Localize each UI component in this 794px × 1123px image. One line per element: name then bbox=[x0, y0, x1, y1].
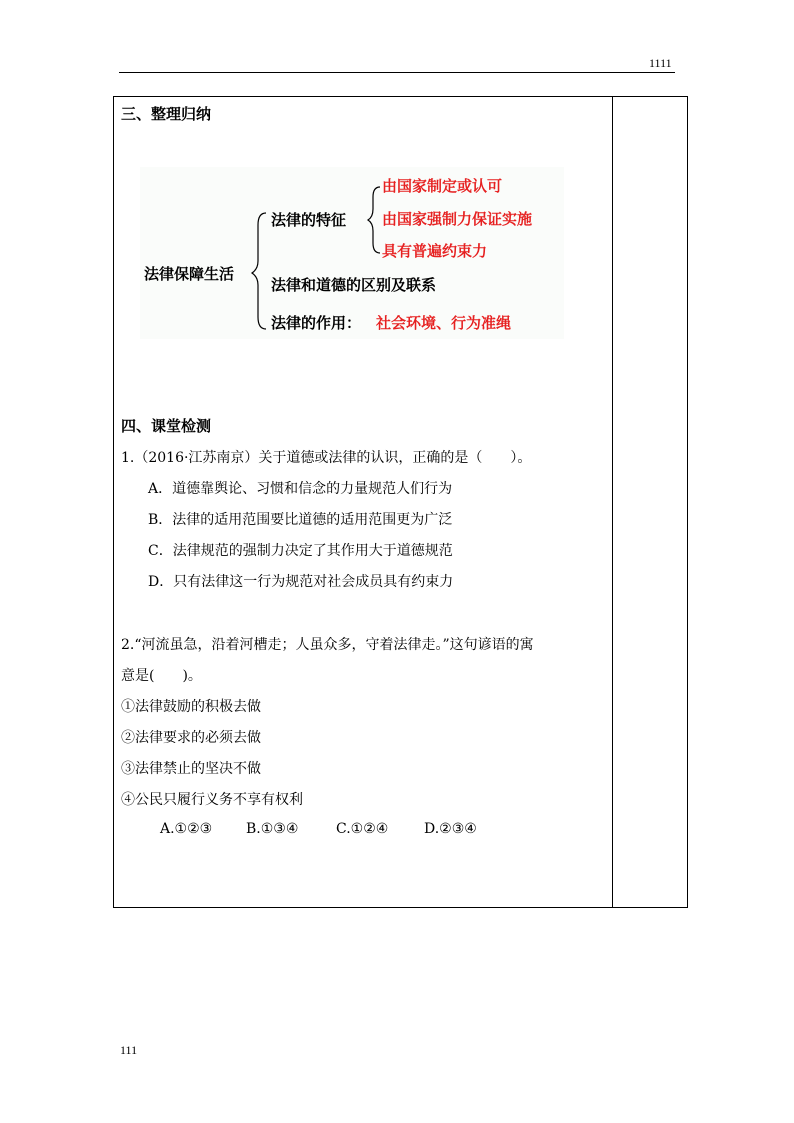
q2-statement: ①法律鼓励的积极去做 bbox=[121, 699, 261, 715]
section3-heading: 三、整理归纳 bbox=[121, 105, 212, 123]
q2-choice-d: D.②③④ bbox=[424, 821, 477, 837]
q2-choice-c: C.①②④ bbox=[336, 821, 389, 837]
q2-stem-line2: 意是( )。 bbox=[121, 668, 202, 684]
worksheet-table bbox=[113, 96, 688, 908]
features-brace bbox=[368, 187, 380, 253]
q2-stem-line1: 2.“河流虽急，沿着河槽走；人虽众多，守着法律走。”这句谚语的寓 bbox=[121, 637, 534, 653]
q1-option-c: C．法律规范的强制力决定了其作用大于道德规范 bbox=[148, 543, 453, 559]
q1-option-d: D．只有法律这一行为规范对社会成员具有约束力 bbox=[148, 574, 454, 590]
footer-page-number: 111 bbox=[120, 1043, 138, 1057]
q1-option-b: B．法律的适用范围要比道德的适用范围更为广泛 bbox=[148, 512, 453, 528]
feature-item: 具有普遍约束力 bbox=[382, 242, 488, 260]
q2-statement: ③法律禁止的坚决不做 bbox=[121, 761, 261, 777]
q2-statement: ④公民只履行义务不享有权利 bbox=[121, 792, 303, 808]
branch-features: 法律的特征 bbox=[271, 211, 347, 229]
root-brace bbox=[252, 213, 266, 329]
header-rule bbox=[119, 72, 675, 73]
column-divider bbox=[612, 97, 613, 907]
header-page-number: 1111 bbox=[649, 56, 672, 70]
q1-option-a: A．道德靠舆论、习惯和信念的力量规范人们行为 bbox=[148, 481, 453, 497]
mindmap bbox=[140, 167, 564, 339]
q1-stem: 1.（2016·江苏南京）关于道德或法律的认识，正确的是（ ）。 bbox=[121, 450, 532, 466]
branch-relationship: 法律和道德的区别及联系 bbox=[271, 276, 437, 294]
branch-role-value: 社会环境、行为准绳 bbox=[376, 314, 512, 332]
section4-heading: 四、课堂检测 bbox=[121, 417, 212, 435]
q2-choice-a: A.①②③ bbox=[160, 821, 213, 837]
q2-choice-b: B.①③④ bbox=[246, 821, 299, 837]
feature-item: 由国家制定或认可 bbox=[382, 177, 503, 195]
q2-statement: ②法律要求的必须去做 bbox=[121, 730, 261, 746]
feature-item: 由国家强制力保证实施 bbox=[382, 210, 533, 228]
mindmap-root: 法律保障生活 bbox=[144, 265, 235, 283]
branch-role-label: 法律的作用： bbox=[271, 314, 362, 332]
